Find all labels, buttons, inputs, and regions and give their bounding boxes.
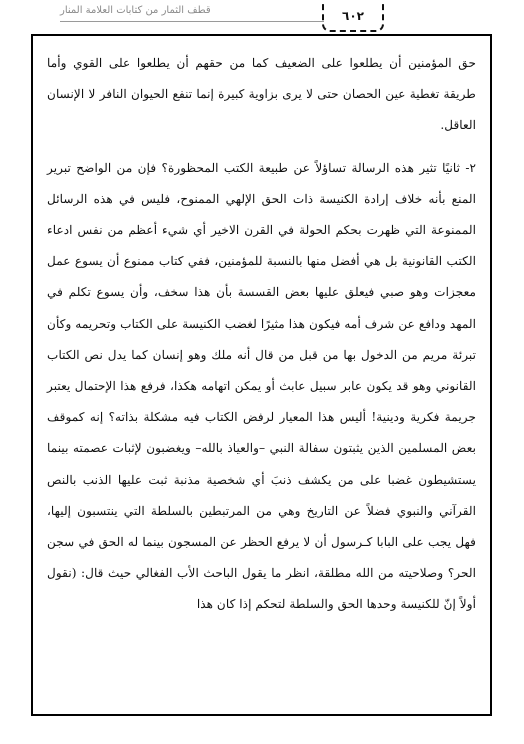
header-rule bbox=[60, 21, 324, 22]
paragraph-gap bbox=[47, 142, 476, 153]
body-text bbox=[47, 48, 476, 704]
page-header bbox=[0, 0, 524, 30]
text-frame bbox=[31, 34, 492, 716]
paragraph-1: حق المؤمنين أن يطلعوا على الضعيف كما من حقهم أن يطلعوا على القوي وأما طريقة تغطية عين الحصان حتى لا يرى بزاوية كبيرة إنما تنفع الحيوان النافر لا الإنسان العاقل. bbox=[47, 56, 476, 133]
book-title: قطف الثمار من كتابات العلامة المنار bbox=[60, 5, 211, 16]
page-number: ٦٠٢ bbox=[322, 0, 384, 32]
paragraph-2: ٢- ثانيًا تثير هذه الرسالة تساؤلاً عن طبيعة الكتب المحظورة؟ فإن من الواضح تبرير المنع بأنه خلاف إرادة الكنيسة ذات الحق الإلهي الممنوح، فليس في هذه الرسائل الممنوعة التي ظهرت بحكم الحولة في القرن الاخير أي شيء أعظم من نفس ادعاء الكتب القانونية بل هي أفضل منها بالنسبة للمؤمنين، ففي كتاب ممنوع أن يسوع عمل معجزات وهو صبي فيعلق عليها بعض القسسة بأن هذا سخف، وأن يسوع تكلم في المهد ودافع عن شرف أمه فيكون هذا مثيرًا لغضب الكنيسة على الكتاب وتحريمه وكأن تبرئة مريم من الدخول بها من قبل من قال أنه ملك وهو إنسان كما يدل نص الكتاب القانوني وهو قد يكون عابر سبيل عابث أو يمكن اتهامه هكذا، فرفع هذا الإحتمال يعتبر جريمة فكرية ودينية! أليس هذا المعيار لرفض الكتاب فيه مشكلة بذاته؟ إنه كموقف بعض المسلمين الذين يثبتون سفالة النبي –والعياذ بالله– ويغضبون لإثبات عصمته بينما يستشيطون غضبا على من يكشف ذنبَ أي شخصية مذنبة ثبت عليها الذنب بالنص القرآني والنبوي فضلاً عن التاريخ وهي من المرتبطين بالسلطة التي ينتسبون إليها، فهل يجب على البابا كـرسول أن لا يرفع الحظر عن المسجون بينما له الحق في سجن الحر؟ وصلاحيته من الله مطلقة، انظر ما يقول الباحث الأب الفغالي حيث قال: (نقول أولاً إنّ للكنيسة وحدها الحق والسلطة لتحكم إذا كان هذا bbox=[47, 160, 476, 612]
